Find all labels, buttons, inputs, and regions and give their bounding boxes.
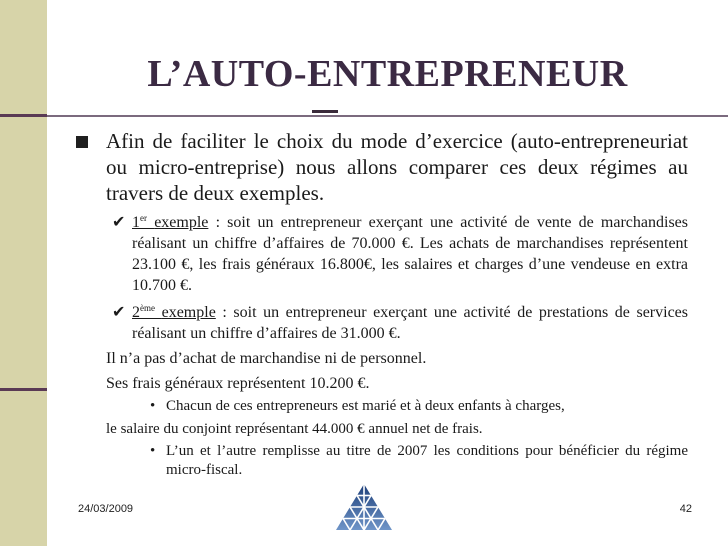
slide-body [70, 122, 688, 480]
line-salary: le salaire du conjoint représentant 44.000 € annuel net de frais. [106, 421, 483, 437]
square-bullet-icon [76, 136, 88, 148]
main-bullet-text: Afin de faciliter le choix du mode d’exercice (auto-entrepreneuriat ou micro-entreprise) nous allons comparer ces deux régimes au travers de deux exemples. [106, 129, 688, 205]
main-bullet [70, 128, 688, 206]
example-1-sup: er [140, 213, 147, 223]
sub-conditions-text: L’un et l’autre remplisse au titre de 2007 les conditions pour bénéficier du régime micro-fiscal. [166, 443, 688, 478]
example-1-heading [132, 214, 208, 231]
example-1-label: exemple [154, 214, 209, 231]
example-2-text: : soit un entrepreneur exerçant une activité de prestations de services réalisant un chiffre d’affaires de 31.000 €. [132, 304, 689, 342]
title-rule [47, 115, 728, 117]
line-expenses: Ses frais généraux représentent 10.200 €. [106, 375, 370, 392]
example-1-ordinal: 1 [132, 214, 140, 231]
example-1-text: : soit un entrepreneur exerçant une activité de vente de marchandises réalisant un chiffre d’affaires de 70.000 €. Les achats de marchandises représentent 23.100 €, les frais généraux 16.800€, les salaires et charges d’une vendeuse en extra 10.700 €. [132, 214, 689, 294]
example-1-item [70, 212, 688, 296]
left-accent-bar [0, 388, 47, 391]
slide-title: L’AUTO-ENTREPRENEUR [147, 53, 628, 95]
check-bullet-icon: ✔ [112, 212, 126, 231]
page-number: 42 [679, 503, 692, 515]
title-rule-tick [312, 110, 338, 113]
logo-pyramid-icon [334, 482, 394, 532]
example-2-ordinal: 2 [132, 304, 140, 321]
dot-bullet-icon: • [150, 398, 156, 414]
example-2-item [70, 302, 688, 344]
sub-married-text: Chacun de ces entrepreneurs est marié et à deux enfants à charges, [166, 398, 565, 414]
footer-date: 24/03/2009 [78, 503, 134, 515]
example-2-label: exemple [161, 304, 216, 321]
sub-married-item [70, 397, 688, 416]
line-no-purchase: Il n’a pas d’achat de marchandise ni de personnel. [106, 350, 427, 367]
title-rule-accent [0, 114, 47, 117]
dot-bullet-icon: • [150, 443, 156, 459]
sub-conditions-item [70, 442, 688, 480]
example-2-heading [132, 304, 216, 321]
example-2-sup: ème [140, 303, 155, 313]
left-decorative-band [0, 0, 47, 546]
check-bullet-icon: ✔ [112, 302, 126, 321]
